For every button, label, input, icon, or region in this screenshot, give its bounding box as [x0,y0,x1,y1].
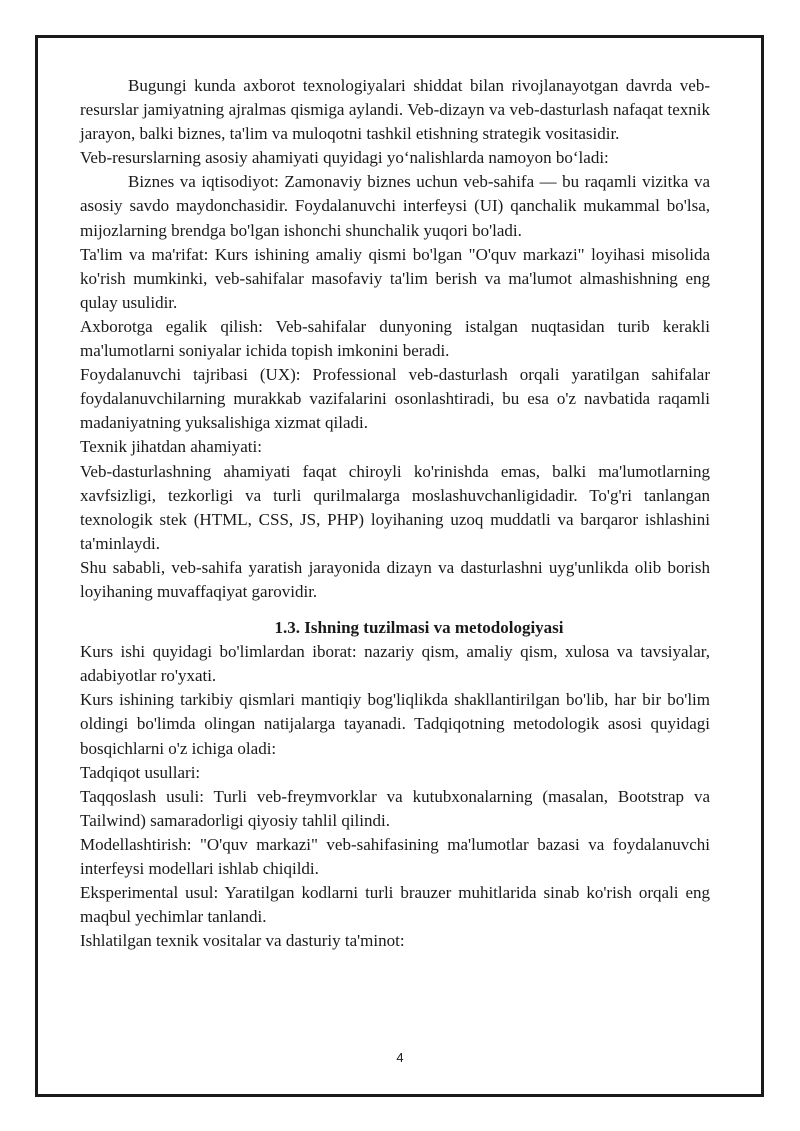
paragraph-conclusion: Shu sababli, veb-sahifa yaratish jarayonida dizayn va dasturlashni uyg'unlikda olib borish loyihaning muvaffaqiyat garovidir. [80,557,710,601]
paragraph-technical-heading: Texnik jihatdan ahamiyati: [80,437,262,457]
page-number: 4 [396,1050,404,1065]
section-heading: 1.3. Ishning tuzilmasi va metodologiyasi [274,618,564,638]
paragraph-directions: Veb-resurslarning asosiy ahamiyati quyidagi yo‘nalishlarda namoyon bo‘ladi: [80,148,609,168]
document-body [80,74,710,953]
paragraph-comparison: Taqqoslash usuli: Turli veb-freymvorklar va kutubxonalarning (masalan, Bootstrap va Tailwind) samaradorligi qiyosiy tahlil qilindi. [80,786,710,830]
paragraph-business: Biznes va iqtisodiyot: Zamonaviy biznes uchun veb-sahifa — bu raqamli vizitka va asosiy savdo maydonchasidir. Foydalanuvchi interfeysi (UI) qanchalik mukammal bo'lsa, mijozlarning brendga bo'lgan ishonchi shunchalik yuqori bo'ladi. [80,172,710,240]
paragraph-modeling: Modellashtirish: "O'quv markazi" veb-sahifasining ma'lumotlar bazasi va foydalanuvchi interfeysi modellari ishlab chiqildi. [80,834,710,878]
paragraph-structure: Kurs ishi quyidagi bo'limlardan iborat: nazariy qism, amaliy qism, xulosa va tavsiyalar, adabiyotlar ro'yxati. [80,642,710,686]
paragraph-technical: Veb-dasturlashning ahamiyati faqat chiroyli ko'rinishda emas, balki ma'lumotlarning xavfsizligi, tezkorligi va turli qurilmalarga moslashuvchanligidadir. To'g'ri tanlangan texnologik stek (HTML, CSS, JS, PHP) loyihaning uzoq muddatli va barqaror ishlashini ta'minlaydi. [80,461,710,553]
paragraph-components: Kurs ishining tarkibiy qismlari mantiqiy bog'liqlikda shakllantirilgan bo'lib, har bir bo'lim oldingi bo'limda olingan natijalarga tayanadi. Tadqiqotning metodologik asosi quyidagi bosqichlarni o'z ichiga oladi: [80,690,710,758]
paragraph-intro: Bugungi kunda axborot texnologiyalari shiddat bilan rivojlanayotgan davrda veb-resurslar jamiyatning ajralmas qismiga aylandi. Veb-dizayn va veb-dasturlash nafaqat texnik jarayon, balki biznes, ta'lim va muloqotni tashkil etishning strategik vositasidir. [80,76,710,144]
paragraph-methods-heading: Tadqiqot usullari: [80,762,201,782]
paragraph-tools: Ishlatilgan texnik vositalar va dasturiy ta'minot: [80,931,405,951]
paragraph-experimental: Eksperimental usul: Yaratilgan kodlarni turli brauzer muhitlarida sinab ko'rish orqali eng maqbul yechimlar tanlandi. [80,883,710,927]
paragraph-ux: Foydalanuvchi tajribasi (UX): Professional veb-dasturlash orqali yaratilgan sahifalar foydalanuvchilarning murakkab vazifalarini osonlashtiradi, bu esa o'z navbatida raqamli madaniyatning yuksalishiga xizmat qiladi. [80,365,710,433]
paragraph-education: Ta'lim va ma'rifat: Kurs ishining amaliy qismi bo'lgan "O'quv markazi" loyihasi misolida ko'rish mumkinki, veb-sahifalar masofaviy ta'lim berish va ma'lumot almashishning eng qulay usulidir. [80,244,710,312]
paragraph-information: Axborotga egalik qilish: Veb-sahifalar dunyoning istalgan nuqtasidan turib kerakli ma'lumotlarni soniyalar ichida topish imkonini beradi. [80,316,710,361]
